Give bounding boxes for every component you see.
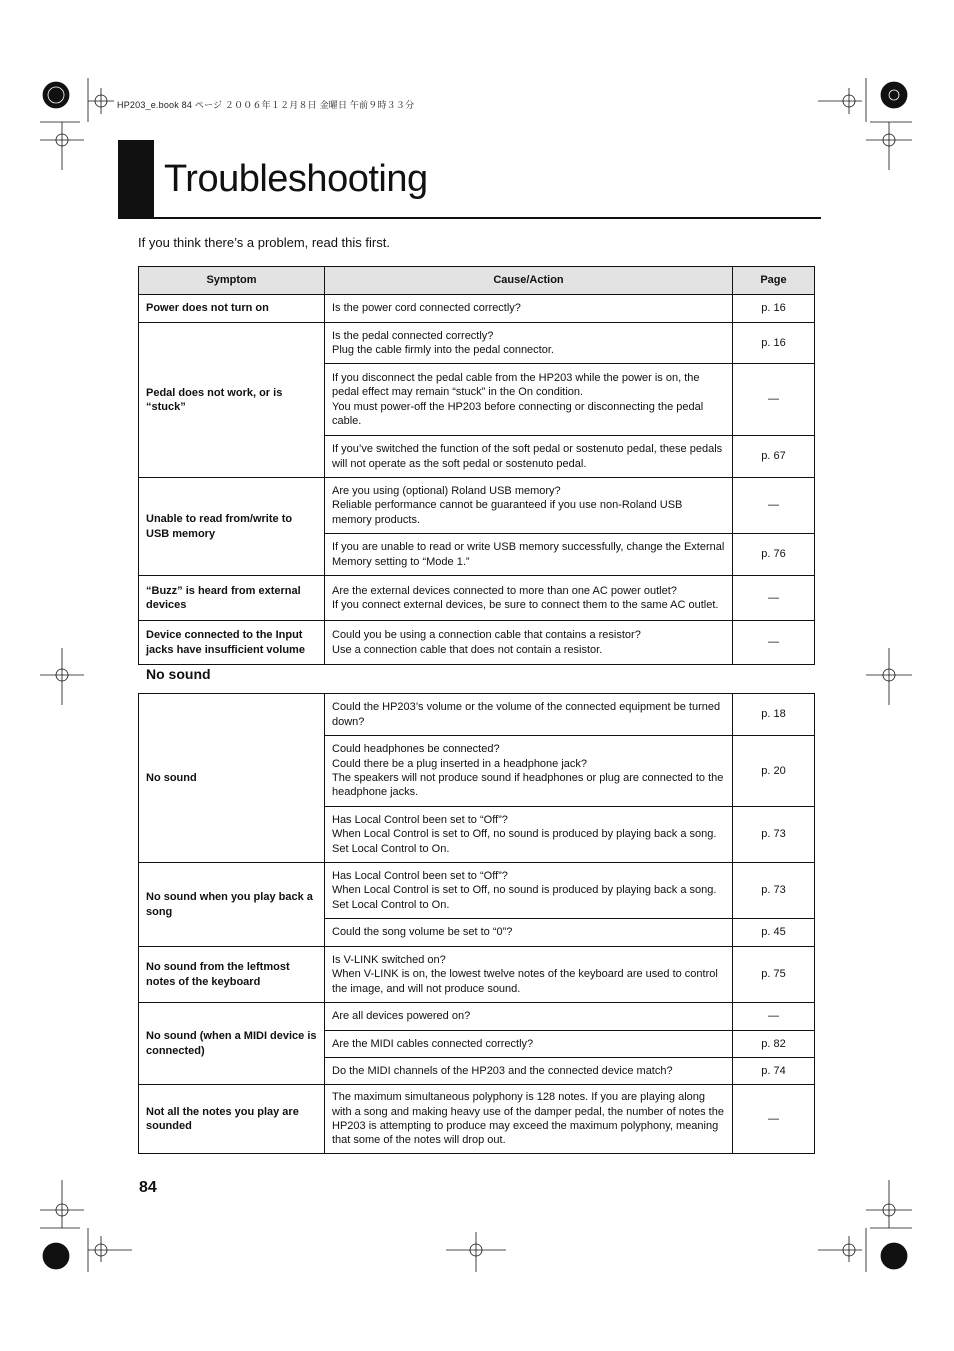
page-number: 84 bbox=[139, 1179, 157, 1196]
cause-line: The speakers will not produce sound if headphones or plug are connected to the headphone jacks. bbox=[332, 772, 724, 799]
cause-line: If you disconnect the pedal cable from the HP203 while the power is on, the pedal effect may remain “stuck” in the On condition. bbox=[332, 371, 700, 399]
page-ref-cell: — bbox=[733, 364, 815, 436]
page-ref-cell: p. 18 bbox=[733, 694, 815, 736]
cause-line: Could the HP203’s volume or the volume of the connected equipment be turned down? bbox=[332, 701, 721, 728]
page-ref-cell: p. 75 bbox=[733, 947, 815, 1003]
symptom-cell: No sound (when a MIDI device is connected) bbox=[139, 1003, 325, 1085]
symptom-cell: No sound when you play back a song bbox=[139, 863, 325, 947]
table-header-row bbox=[139, 267, 815, 295]
cause-line: When V-LINK is on, the lowest twelve notes of the keyboard are used to control the image, and will not produce sound. bbox=[332, 968, 718, 995]
cause-line: Is V-LINK switched on? bbox=[332, 953, 446, 966]
cause-line: Could you be using a connection cable that contains a resistor? bbox=[332, 629, 641, 642]
cause-line: Has Local Control been set to “Off”? bbox=[332, 813, 508, 826]
cause-line: If you connect external devices, be sure to connect them to the same AC outlet. bbox=[332, 599, 719, 611]
cause-cell bbox=[325, 295, 733, 323]
cause-line: Plug the cable firmly into the pedal connector. bbox=[332, 344, 554, 356]
table-row bbox=[139, 576, 815, 621]
page-title: Troubleshooting bbox=[164, 158, 428, 200]
cause-line: Is the pedal connected correctly? bbox=[332, 329, 494, 342]
cause-line: Could the song volume be set to “0”? bbox=[332, 926, 513, 939]
table-row bbox=[139, 1003, 815, 1031]
title-block-bar bbox=[118, 140, 154, 219]
cause-line: Are you using (optional) Roland USB memory? bbox=[332, 484, 561, 497]
table-row bbox=[139, 323, 815, 364]
page-ref-cell: — bbox=[733, 478, 815, 534]
cause-cell bbox=[325, 863, 733, 919]
title-rule bbox=[118, 217, 821, 219]
cause-cell bbox=[325, 1085, 733, 1154]
page-ref-cell: — bbox=[733, 1085, 815, 1154]
page-ref-cell: p. 16 bbox=[733, 323, 815, 364]
cause-line: You must power-off the HP203 before connecting or disconnecting the pedal cable. bbox=[332, 400, 704, 427]
cause-line: Has Local Control been set to “Off”? bbox=[332, 869, 508, 882]
cause-cell bbox=[325, 736, 733, 807]
page-ref-cell: p. 67 bbox=[733, 436, 815, 478]
table-row bbox=[139, 947, 815, 1003]
cause-line: Use a connection cable that does not contain a resistor. bbox=[332, 643, 603, 656]
page-ref-cell: p. 73 bbox=[733, 807, 815, 863]
cause-cell bbox=[325, 323, 733, 364]
cause-cell bbox=[325, 919, 733, 947]
cause-line: Are all devices powered on? bbox=[332, 1010, 471, 1023]
symptom-cell: No sound from the leftmost notes of the keyboard bbox=[139, 947, 325, 1003]
page-ref-cell: p. 76 bbox=[733, 534, 815, 576]
troubleshooting-table bbox=[138, 266, 815, 665]
page-ref-cell: p. 82 bbox=[733, 1031, 815, 1058]
header-symptom: Symptom bbox=[139, 267, 325, 295]
cause-cell bbox=[325, 694, 733, 736]
header-page: Page bbox=[733, 267, 815, 295]
cause-line: If you are unable to read or write USB memory successfully, change the External Memory setting to “Mode 1.” bbox=[332, 541, 725, 568]
page-ref-cell: p. 74 bbox=[733, 1058, 815, 1085]
section-title-no-sound: No sound bbox=[146, 666, 211, 682]
symptom-cell: Power does not turn on bbox=[139, 295, 325, 323]
table-row bbox=[139, 295, 815, 323]
symptom-cell: Device connected to the Input jacks have insufficient volume bbox=[139, 621, 325, 665]
page-ref-cell: p. 73 bbox=[733, 863, 815, 919]
print-header: HP203_e.book 84 ページ ２００６年１２月８日 金曜日 午前９時３３分 bbox=[117, 100, 415, 110]
crop-mark-top-left bbox=[40, 78, 114, 170]
cause-cell bbox=[325, 1058, 733, 1085]
cause-cell bbox=[325, 534, 733, 576]
cause-cell bbox=[325, 478, 733, 534]
cause-cell bbox=[325, 621, 733, 665]
symptom-cell: Pedal does not work, or is “stuck” bbox=[139, 323, 325, 478]
symptom-cell: Not all the notes you play are sounded bbox=[139, 1085, 325, 1154]
cause-line: The maximum simultaneous polyphony is 128 notes. If you are playing along with a song and making heavy use of the damper pedal, the number of notes the HP203 is attempting to produce may exceed the maximum polyphony, meaning that some of the notes will drop out. bbox=[332, 1091, 724, 1147]
cause-cell bbox=[325, 1003, 733, 1031]
cause-line: Are the MIDI cables connected correctly? bbox=[332, 1037, 534, 1050]
cause-cell bbox=[325, 947, 733, 1003]
crop-mark-top-right bbox=[818, 78, 912, 170]
page-ref-cell: p. 20 bbox=[733, 736, 815, 807]
cause-cell bbox=[325, 436, 733, 478]
table-row bbox=[139, 694, 815, 736]
table-row bbox=[139, 478, 815, 534]
page-ref-cell: p. 45 bbox=[733, 919, 815, 947]
cause-line: Are the external devices connected to more than one AC power outlet? bbox=[332, 584, 677, 597]
symptom-cell: Unable to read from/write to USB memory bbox=[139, 478, 325, 576]
table-row bbox=[139, 621, 815, 665]
page-ref-cell: — bbox=[733, 621, 815, 665]
cause-cell bbox=[325, 1031, 733, 1058]
cause-line: When Local Control is set to Off, no sound is produced by playing back a song. Set Local Control to On. bbox=[332, 884, 717, 911]
table-row bbox=[139, 863, 815, 919]
table-row bbox=[139, 1085, 815, 1154]
header-cause: Cause/Action bbox=[325, 267, 733, 295]
intro-text: If you think there’s a problem, read this first. bbox=[138, 235, 390, 250]
no-sound-table bbox=[138, 693, 815, 1154]
crop-mark-bottom-center bbox=[446, 1232, 506, 1272]
cause-cell bbox=[325, 364, 733, 436]
cause-cell bbox=[325, 807, 733, 863]
symptom-cell: “Buzz” is heard from external devices bbox=[139, 576, 325, 621]
crop-mark-bottom-left bbox=[40, 1180, 132, 1272]
page-ref-cell: — bbox=[733, 576, 815, 621]
cause-line: Reliable performance cannot be guaranteed if you use non-Roland USB memory products. bbox=[332, 499, 683, 526]
page-ref-cell: — bbox=[733, 1003, 815, 1031]
crop-mark-bottom-right bbox=[818, 1180, 912, 1272]
cause-line: If you’ve switched the function of the soft pedal or sostenuto pedal, these pedals will not operate as the soft pedal or sostenuto pedal. bbox=[332, 443, 723, 470]
cause-line: When Local Control is set to Off, no sound is produced by playing back a song. Set Local Control to On. bbox=[332, 828, 717, 855]
cause-line: Could headphones be connected? bbox=[332, 743, 500, 756]
cause-cell bbox=[325, 576, 733, 621]
cause-line: Do the MIDI channels of the HP203 and the connected device match? bbox=[332, 1064, 673, 1077]
cause-line: Is the power cord connected correctly? bbox=[332, 302, 521, 315]
cause-line: Could there be a plug inserted in a headphone jack? bbox=[332, 757, 588, 770]
symptom-cell: No sound bbox=[139, 694, 325, 863]
page-ref-cell: p. 16 bbox=[733, 295, 815, 323]
